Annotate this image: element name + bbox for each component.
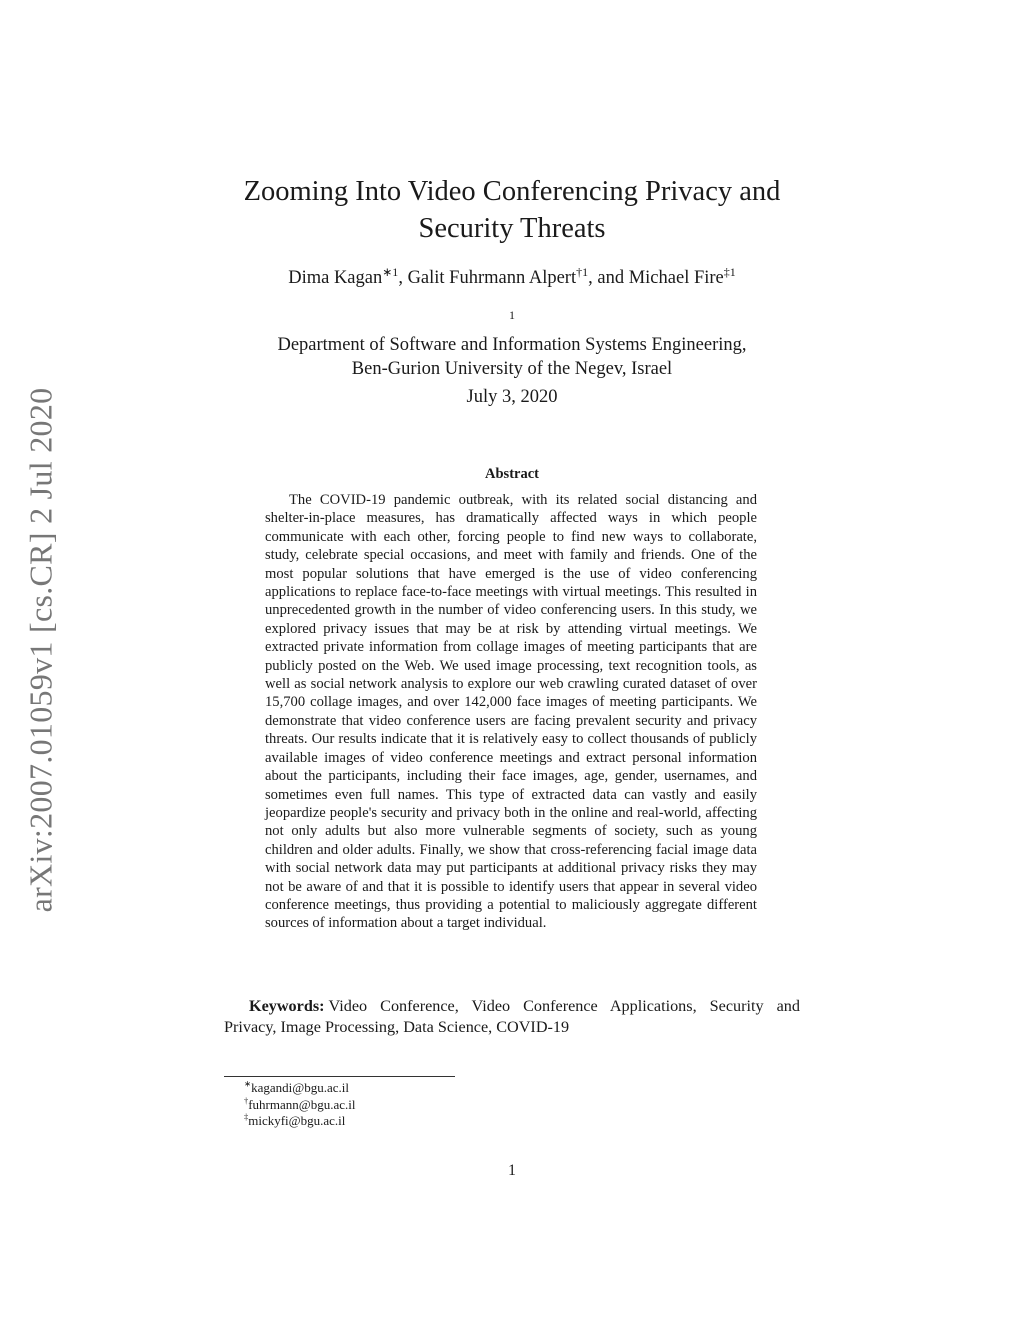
author-name: Dima Kagan: [288, 268, 383, 288]
page-number: 1: [508, 1162, 516, 1179]
abstract-text: The COVID-19 pandemic outbreak, with its related social distancing and shelter-in-place measures, has dramatically affected ways in which people communicate with each other, forcing people to find new ways to collaborate, study, celebrate special occasions, and meet with family and friends. One of the most popular solutions that have emerged is the use of video conferencing applications to replace face-to-face meetings with virtual meetings. This resulted in unprecedented growth in the number of video conferencing users. In this study, we explored privacy issues that may be at risk by attending virtual meetings. We extracted private information from collage images of meeting participants that are publicly posted on the Web. We used image processing, text recognition tools, as well as social network analysis to explore our web crawling curated dataset of over 15,700 collage images, and over 142,000 face images of meeting participants. We demonstrate that video conference users are facing prevalent security and privacy threats. Our results indicate that it is relatively easy to collect thousands of publicly available images of video conference meetings and extract personal information about the participants, including their face images, age, gender, usernames, and sometimes even full names. This type of extracted data can vastly and easily jeopardize people's security and privacy both in the online and real-world, affecting not only adults but also more vulnerable segments of society, such as young children and older adults. Finally, we show that cross-referencing facial image data with social network data may put participants at additional privacy risks they may not be aware of and that it is possible to identify users that appear in several video conference meetings, thus providing a potential to maliciously aggregate different sources of information about a target individual.: [265, 492, 757, 932]
paper-title-line-1: Zooming Into Video Conferencing Privacy and: [243, 176, 781, 207]
affiliation-mark: 1: [508, 307, 515, 322]
author-list: [150, 266, 874, 290]
footnote-email: kagandi@bgu.ac.il: [251, 1080, 349, 1095]
footnote-mark: ∗: [244, 1078, 252, 1089]
arxiv-identifier-stamp: arXiv:2007.01059v1 [cs.CR] 2 Jul 2020: [22, 387, 59, 913]
footnote-item: [244, 1097, 356, 1114]
footnote-mark: †: [244, 1095, 249, 1106]
author-separator: , and: [588, 268, 629, 288]
footnote-item: [244, 1080, 356, 1097]
author-marks: ∗1: [382, 264, 399, 279]
author-separator: ,: [398, 268, 408, 288]
affiliation-line-2: Ben-Gurion University of the Negev, Israel: [351, 359, 673, 379]
keywords-text: Video Conference, Video Conference Applications, Security and Privacy, Image Processing, Data Science, COVID-19: [224, 997, 800, 1036]
footnotes: [244, 1080, 356, 1130]
author-marks: ‡1: [723, 264, 736, 279]
keywords-label: Keywords:: [249, 997, 325, 1015]
paper-title-line-2: Security Threats: [418, 213, 606, 244]
publication-date: July 3, 2020: [466, 387, 558, 407]
footnote-email: fuhrmann@bgu.ac.il: [248, 1096, 356, 1112]
footnote-email: mickyfi@bgu.ac.il: [248, 1113, 346, 1128]
affiliation: [150, 309, 874, 381]
author-name: Michael Fire: [628, 268, 724, 288]
author-name: Galit Fuhrmann Alpert: [407, 268, 577, 288]
author-marks: †1: [576, 264, 589, 279]
paper-title: [212, 173, 812, 247]
affiliation-department: Department of Software and Information Systems Engineering,: [277, 335, 747, 355]
footnote-item: [244, 1113, 356, 1130]
abstract-heading: Abstract: [485, 466, 539, 482]
keywords: [224, 996, 800, 1038]
footnote-divider: [224, 1076, 455, 1077]
footnote-mark: ‡: [244, 1111, 249, 1122]
affiliation-line-1: [150, 309, 874, 357]
